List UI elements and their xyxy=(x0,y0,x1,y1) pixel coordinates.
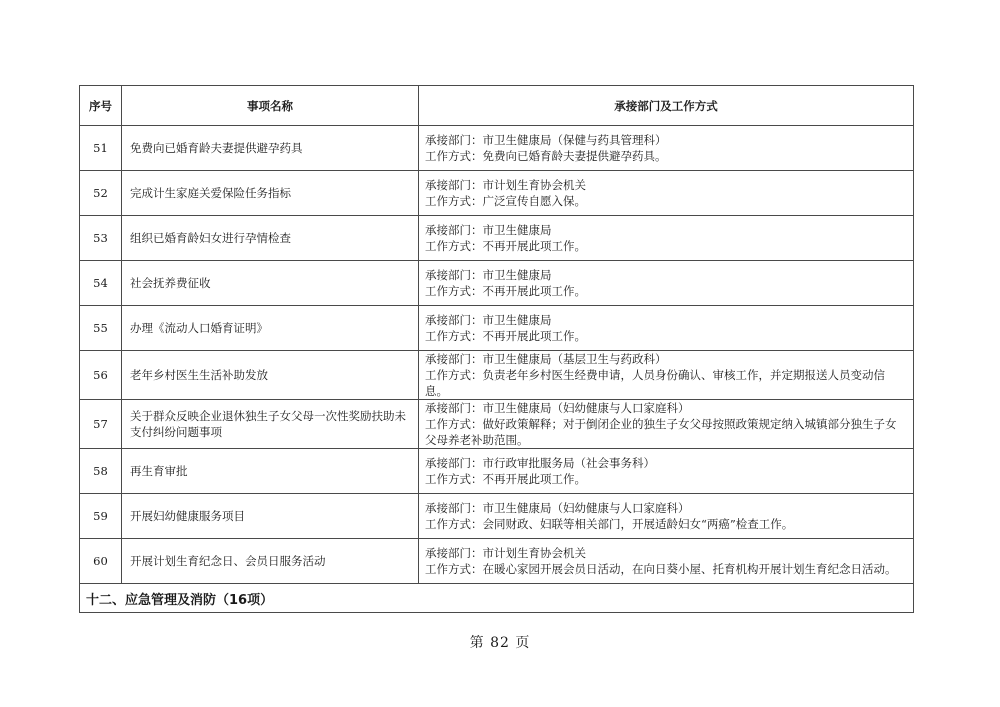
dept-line: 承接部门：市卫生健康局（保健与药具管理科） xyxy=(425,133,667,147)
header-no: 序号 xyxy=(80,86,122,126)
item-name: 再生育审批 xyxy=(122,449,419,494)
table-row xyxy=(80,449,914,494)
table-row xyxy=(80,171,914,216)
dept-line: 承接部门：市卫生健康局（基层卫生与药政科） xyxy=(425,352,667,366)
row-number: 58 xyxy=(80,449,122,494)
items-table xyxy=(79,85,914,613)
section-title: 十二、应急管理及消防（16项） xyxy=(80,584,914,613)
row-number: 53 xyxy=(80,216,122,261)
dept-method-cell xyxy=(419,494,914,539)
page-number: 第 82 页 xyxy=(469,635,531,651)
method-line: 工作方式：负责老年乡村医生经费申请，人员身份确认、审核工作，并定期报送人员变动信息。 xyxy=(425,368,885,398)
dept-line: 承接部门：市卫生健康局 xyxy=(425,313,552,327)
item-name: 组织已婚育龄妇女进行孕情检查 xyxy=(122,216,419,261)
table-row xyxy=(80,261,914,306)
method-line: 工作方式：在暖心家园开展会员日活动，在向日葵小屋、托育机构开展计划生育纪念日活动。 xyxy=(425,562,897,576)
item-name: 开展妇幼健康服务项目 xyxy=(122,494,419,539)
row-number: 51 xyxy=(80,126,122,171)
item-name: 免费向已婚育龄夫妻提供避孕药具 xyxy=(122,126,419,171)
item-name: 关于群众反映企业退休独生子女父母一次性奖励扶助未支付纠纷问题事项 xyxy=(122,400,419,449)
method-line: 工作方式：会同财政、妇联等相关部门，开展适龄妇女“两癌”检查工作。 xyxy=(425,517,794,531)
dept-method-cell xyxy=(419,449,914,494)
dept-method-cell xyxy=(419,216,914,261)
row-number: 56 xyxy=(80,351,122,400)
table-body xyxy=(80,126,914,584)
table-row xyxy=(80,400,914,449)
header-name: 事项名称 xyxy=(122,86,419,126)
dept-line: 承接部门：市计划生育协会机关 xyxy=(425,178,586,192)
dept-line: 承接部门：市行政审批服务局（社会事务科） xyxy=(425,456,655,470)
dept-line: 承接部门：市卫生健康局 xyxy=(425,223,552,237)
header-dept: 承接部门及工作方式 xyxy=(419,86,914,126)
row-number: 54 xyxy=(80,261,122,306)
table-header-row xyxy=(80,86,914,126)
dept-method-cell xyxy=(419,351,914,400)
dept-line: 承接部门：市计划生育协会机关 xyxy=(425,546,586,560)
section-row xyxy=(80,584,914,613)
method-line: 工作方式：不再开展此项工作。 xyxy=(425,329,586,343)
method-line: 工作方式：免费向已婚育龄夫妻提供避孕药具。 xyxy=(425,149,667,163)
table-row xyxy=(80,126,914,171)
dept-method-cell xyxy=(419,400,914,449)
dept-method-cell xyxy=(419,126,914,171)
item-name: 老年乡村医生生活补助发放 xyxy=(122,351,419,400)
dept-method-cell xyxy=(419,171,914,216)
row-number: 59 xyxy=(80,494,122,539)
dept-line: 承接部门：市卫生健康局（妇幼健康与人口家庭科） xyxy=(425,501,690,515)
item-name: 完成计生家庭关爱保险任务指标 xyxy=(122,171,419,216)
table-row xyxy=(80,306,914,351)
row-number: 52 xyxy=(80,171,122,216)
method-line: 工作方式：不再开展此项工作。 xyxy=(425,239,586,253)
dept-line: 承接部门：市卫生健康局 xyxy=(425,268,552,282)
dept-method-cell xyxy=(419,306,914,351)
row-number: 60 xyxy=(80,539,122,584)
table-row xyxy=(80,351,914,400)
item-name: 开展计划生育纪念日、会员日服务活动 xyxy=(122,539,419,584)
method-line: 工作方式：不再开展此项工作。 xyxy=(425,284,586,298)
table-row xyxy=(80,216,914,261)
method-line: 工作方式：做好政策解释；对于倒闭企业的独生子女父母按照政策规定纳入城镇部分独生子女父母养老补助范围。 xyxy=(425,417,897,447)
row-number: 55 xyxy=(80,306,122,351)
table-row xyxy=(80,494,914,539)
method-line: 工作方式：广泛宣传自愿入保。 xyxy=(425,194,586,208)
table-row xyxy=(80,539,914,584)
dept-line: 承接部门：市卫生健康局（妇幼健康与人口家庭科） xyxy=(425,401,690,415)
dept-method-cell xyxy=(419,261,914,306)
dept-method-cell xyxy=(419,539,914,584)
method-line: 工作方式：不再开展此项工作。 xyxy=(425,472,586,486)
row-number: 57 xyxy=(80,400,122,449)
item-name: 办理《流动人口婚育证明》 xyxy=(122,306,419,351)
item-name: 社会抚养费征收 xyxy=(122,261,419,306)
